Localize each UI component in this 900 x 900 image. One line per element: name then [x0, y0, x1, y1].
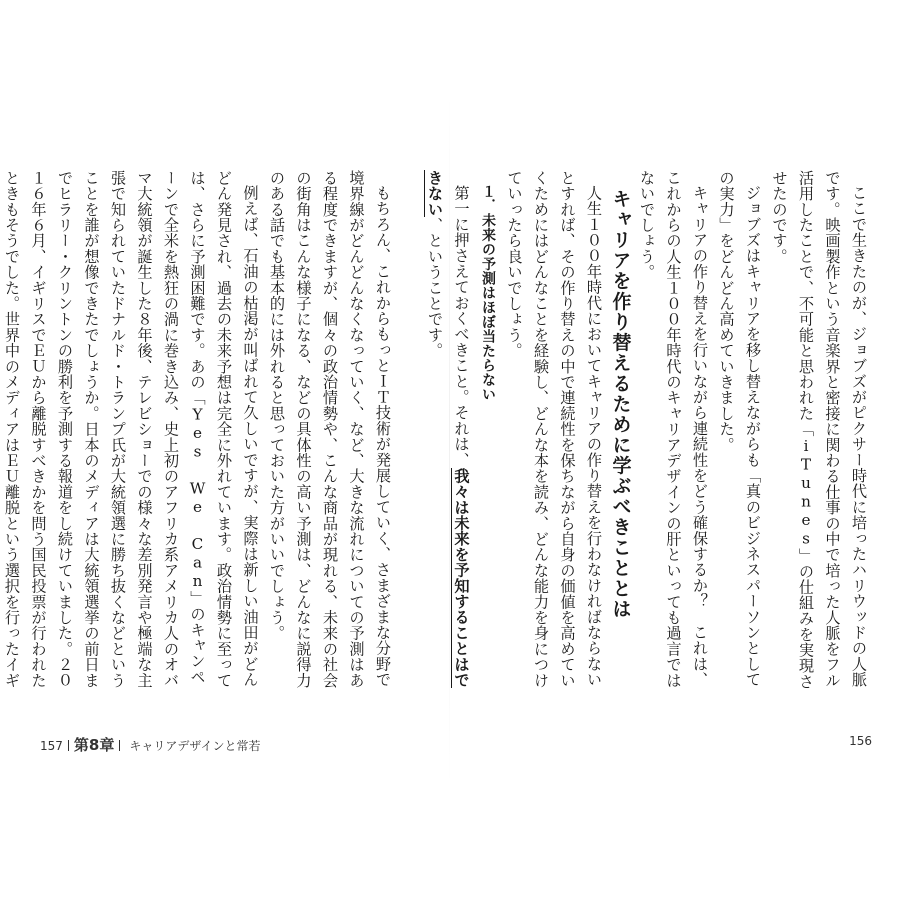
emphasis-text: 我々は未来を予知することはできない — [426, 170, 471, 688]
left-paragraph-1: もちろん、これからもっとＩＴ技術が発展していく、さまざまな分野で境界線がどんどんなくなっていく、など、大きな流れについての予測はある程度できますが、個々の政治情勢や、こんな商品が現れる、未来の社会の街角はこんな様子になる、などの具体性の高い予測は、どんなに説得力のある話でも基本的には外れると思っておいた方がいいでしょう。 — [268, 170, 392, 689]
left-page-body — [3, 170, 396, 690]
section-heading: キャリアを作り替えるために学ぶべきこととは — [609, 189, 632, 620]
right-paragraph-4: 人生１００年時代においてキャリアの作り替えを行わなければならないとすれば、その作り替えの中で連続性を保ちながら自身の価値を高めていくためにはどんなことを経験し、どんな本を読み、どんな能力を身につけていったら良いでしょう。 — [505, 170, 603, 689]
left-page-number: 157 — [40, 739, 63, 753]
footer-separator — [68, 740, 69, 751]
right-paragraph-2: ジョブズはキャリアを移し替えながらも「真のビジネスパーソンとしての実力」をどんどん高めていきました。 — [717, 170, 762, 688]
right-page-number: 156 — [849, 734, 872, 748]
right-paragraph-1: ここで生きたのが、ジョブズがピクサー時代に培ったハリウッドの人脈です。映画製作という音楽界と密接に関わる仕事の中で培った人脈をフル活用したことで、不可能と思われた「iTunes」の仕組みを実現させたのです。 — [770, 170, 868, 690]
chapter-title: キャリアデザインと常若 — [129, 739, 261, 753]
right-paragraph-3: キャリアの作り替えを行いながら連続性をどう確保するか？ これは、これからの人生１００年時代のキャリアデザインの肝といっても過言ではないでしょう。 — [638, 170, 709, 689]
footer-separator — [119, 740, 120, 751]
right-page-body — [426, 170, 872, 690]
left-paragraph-2: 例えば、石油の枯渇が叫ばれて久しいですが、実際は新しい油田がどんどん発見され、過去の未来予想は完全に外れています。政治情勢に至っては、さらに予測困難です。あの「Yes We Can」のキャンペーンで全米を熱狂の渦に巻き込み、史上初のアフリカ系アメリカ人のオバマ大統領が誕生した８年後、テレビショーでの様々な差別発言や極端な主張で知られていたドナルド・トランプ氏が大統領選に勝ち抜くなどということを誰が想像できたでしょうか。日本のメディアは大統領選挙の前日までヒラリー・クリントンの勝利を予測する報道をし続けていました。２０１６年６月、イギリスでＥＵから離脱すべきかを問う国民投票が行われたときもそうでした。世界中のメディアはＥＵ離脱という選択を行ったイギ — [3, 170, 260, 689]
right-page-footer — [849, 734, 872, 748]
left-page-footer — [40, 734, 261, 755]
right-paragraph-5 — [422, 170, 475, 690]
right-page — [426, 0, 900, 900]
paragraph-5-start: 第一に押さえておくべきこと。それは、 — [452, 185, 471, 468]
chapter-label: 第8章 — [73, 736, 115, 754]
paragraph-5-end: 、ということです。 — [426, 217, 444, 359]
sub-heading: １．未来の予測はほぼ当たらない — [480, 184, 496, 402]
